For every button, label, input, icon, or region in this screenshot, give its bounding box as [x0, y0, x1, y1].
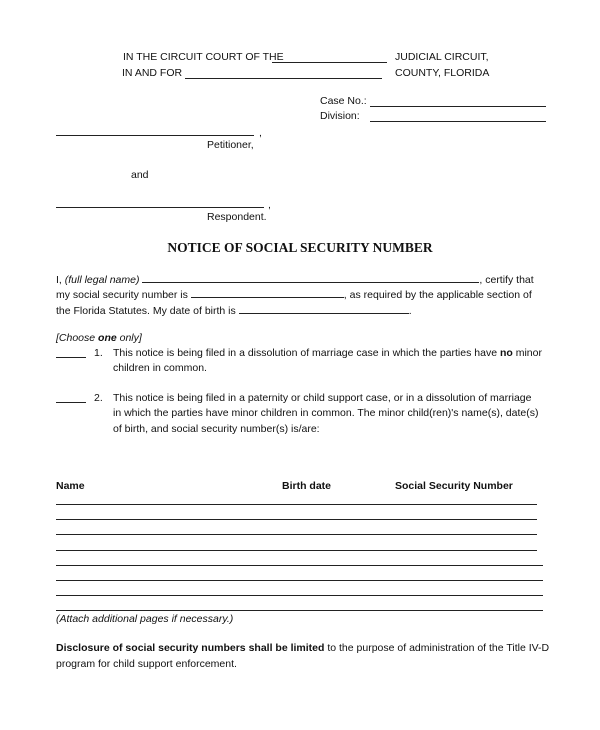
- option-number: 2.: [94, 392, 103, 404]
- text: one: [98, 332, 117, 344]
- option-1-text: [113, 346, 542, 360]
- petitioner-label: Petitioner,: [207, 139, 254, 151]
- table-row[interactable]: [56, 595, 543, 596]
- text: no: [499, 347, 513, 359]
- comma: ,: [259, 127, 262, 139]
- document-title: NOTICE OF SOCIAL SECURITY NUMBER: [167, 240, 433, 255]
- option-2-text: of birth, and social security number(s) is/are:: [113, 423, 320, 435]
- petitioner-field[interactable]: [56, 135, 254, 136]
- case-no-field[interactable]: [370, 106, 546, 107]
- court-prefix: IN THE CIRCUIT COURT OF THE: [123, 51, 284, 63]
- text: only]: [116, 332, 142, 344]
- respondent-field[interactable]: [56, 207, 264, 208]
- text: Disclosure of social security numbers shall be limited: [56, 642, 325, 654]
- table-row[interactable]: [56, 550, 537, 551]
- text: , as required by the applicable section of: [343, 289, 532, 301]
- in-and-for-label: IN AND FOR: [122, 67, 183, 79]
- column-header-name: Name: [56, 480, 85, 492]
- disclosure-line-2: program for child support enforcement.: [56, 658, 237, 670]
- county-field[interactable]: [185, 78, 382, 79]
- table-row[interactable]: [56, 504, 537, 505]
- text: .: [408, 305, 412, 317]
- choose-one-instruction: [56, 331, 142, 345]
- table-row[interactable]: [56, 534, 537, 535]
- table-row[interactable]: [56, 580, 543, 581]
- text: , certify that: [479, 274, 534, 286]
- text: my social security number is: [56, 289, 188, 301]
- option-1-text: children in common.: [113, 362, 207, 374]
- table-row[interactable]: [56, 519, 537, 520]
- case-no-label: Case No.:: [320, 95, 367, 107]
- option-2-text: in which the parties have minor children in common. The minor child(ren)'s name(s), date(s): [113, 407, 539, 419]
- full-legal-name-hint: (full legal name): [64, 274, 140, 286]
- text: I,: [56, 274, 62, 286]
- judicial-circuit-label: JUDICIAL CIRCUIT,: [395, 51, 489, 63]
- certification-line-3: [56, 303, 412, 317]
- and-label: and: [131, 169, 149, 181]
- text: minor: [512, 347, 542, 359]
- division-label: Division:: [320, 110, 360, 122]
- respondent-label: Respondent.: [207, 211, 267, 223]
- column-header-ssn: Social Security Number: [395, 480, 513, 492]
- full-legal-name-field[interactable]: [142, 272, 479, 283]
- ssn-field[interactable]: [191, 287, 344, 298]
- option-number: 1.: [94, 347, 103, 359]
- text: [Choose: [56, 332, 99, 344]
- certification-line-1: [56, 272, 534, 286]
- circuit-number-field[interactable]: [272, 62, 387, 63]
- attach-note: (Attach additional pages if necessary.): [56, 613, 234, 625]
- date-of-birth-field[interactable]: [239, 303, 409, 314]
- text: to the purpose of administration of the Title IV-D: [324, 642, 550, 654]
- option-2-checkbox-line[interactable]: [56, 402, 86, 403]
- county-label: COUNTY, FLORIDA: [395, 67, 490, 79]
- text: This notice is being filed in a dissolution of marriage case in which the parties have: [113, 347, 500, 359]
- division-field[interactable]: [370, 121, 546, 122]
- disclosure-line-1: [56, 641, 549, 655]
- text: the Florida Statutes. My date of birth is: [56, 305, 236, 317]
- certification-line-2: [56, 287, 532, 301]
- option-1-checkbox-line[interactable]: [56, 357, 86, 358]
- table-row[interactable]: [56, 565, 543, 566]
- comma: ,: [268, 199, 271, 211]
- column-header-birth-date: Birth date: [282, 480, 332, 492]
- option-2-text: This notice is being filed in a paternity or child support case, or in a dissolution of marriage: [113, 392, 532, 404]
